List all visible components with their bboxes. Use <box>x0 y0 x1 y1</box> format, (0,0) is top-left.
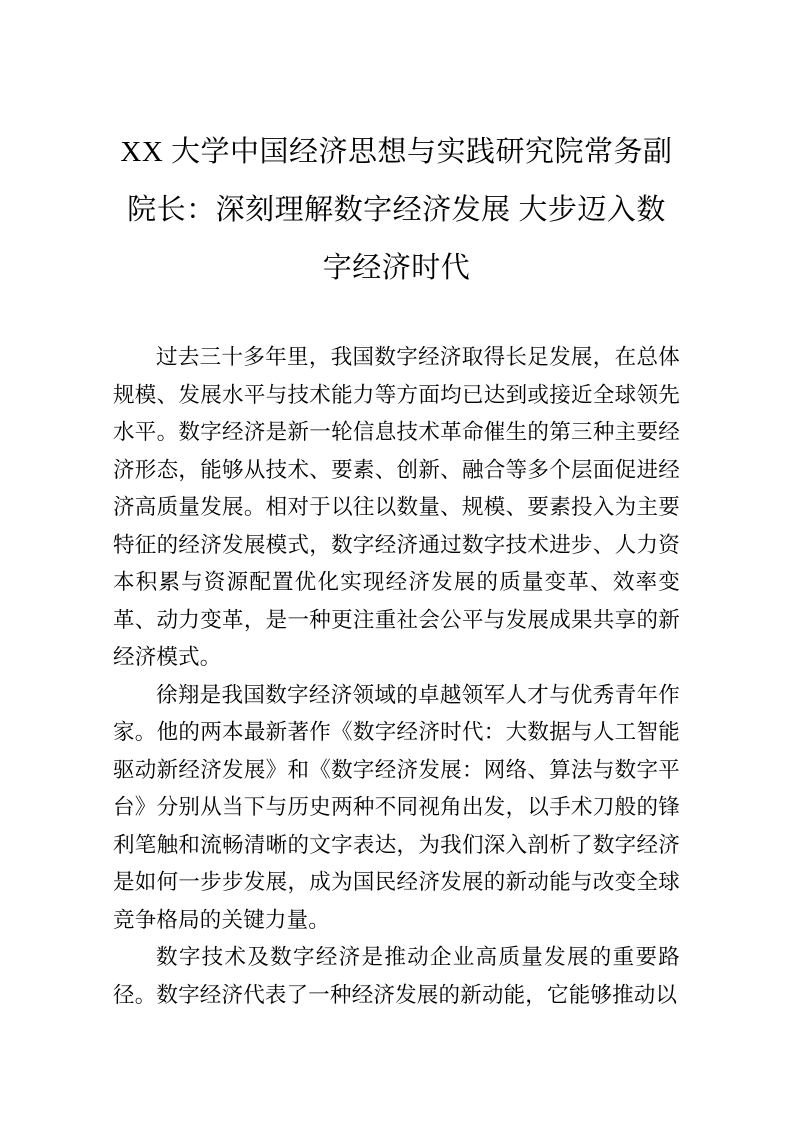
paragraph-1: 过去三十多年里，我国数字经济取得长足发展，在总体规模、发展水平与技术能力等方面均已达到或接近全球领先水平。数字经济是新一轮信息技术革命催生的第三种主要经济形态，能够从技术、要素、创新、融合等多个层面促进经济高质量发展。相对于以往以数量、规模、要素投入为主要特征的经济发展模式，数字经济通过数字技术进步、人力资本积累与资源配置优化实现经济发展的质量变革、效率变革、动力变革，是一种更注重社会公平与发展成果共享的新经济模式。 <box>113 345 680 669</box>
document-title-line-3: 字经济时代 <box>322 252 471 284</box>
document-title <box>113 123 680 297</box>
document-body <box>113 339 680 1014</box>
paragraph-3: 数字技术及数字经济是推动企业高质量发展的重要路径。数字经济代表了一种经济发展的新动能，它能够推动以 <box>113 945 680 1007</box>
document-title-line-1: XX 大学中国经济思想与实践研究院常务副 <box>120 136 673 168</box>
document-title-line-2: 院长：深刻理解数字经济发展 大步迈入数 <box>127 194 666 226</box>
paragraph-2: 徐翔是我国数字经济领域的卓越领军人才与优秀青年作家。他的两本最新著作《数字经济时代：大数据与人工智能驱动新经济发展》和《数字经济发展：网络、算法与数字平台》分别从当下与历史两种不同视角出发，以手术刀般的锋利笔触和流畅清晰的文字表达，为我们深入剖析了数字经济是如何一步步发展，成为国民经济发展的新动能与改变全球竞争格局的关键力量。 <box>113 682 680 932</box>
